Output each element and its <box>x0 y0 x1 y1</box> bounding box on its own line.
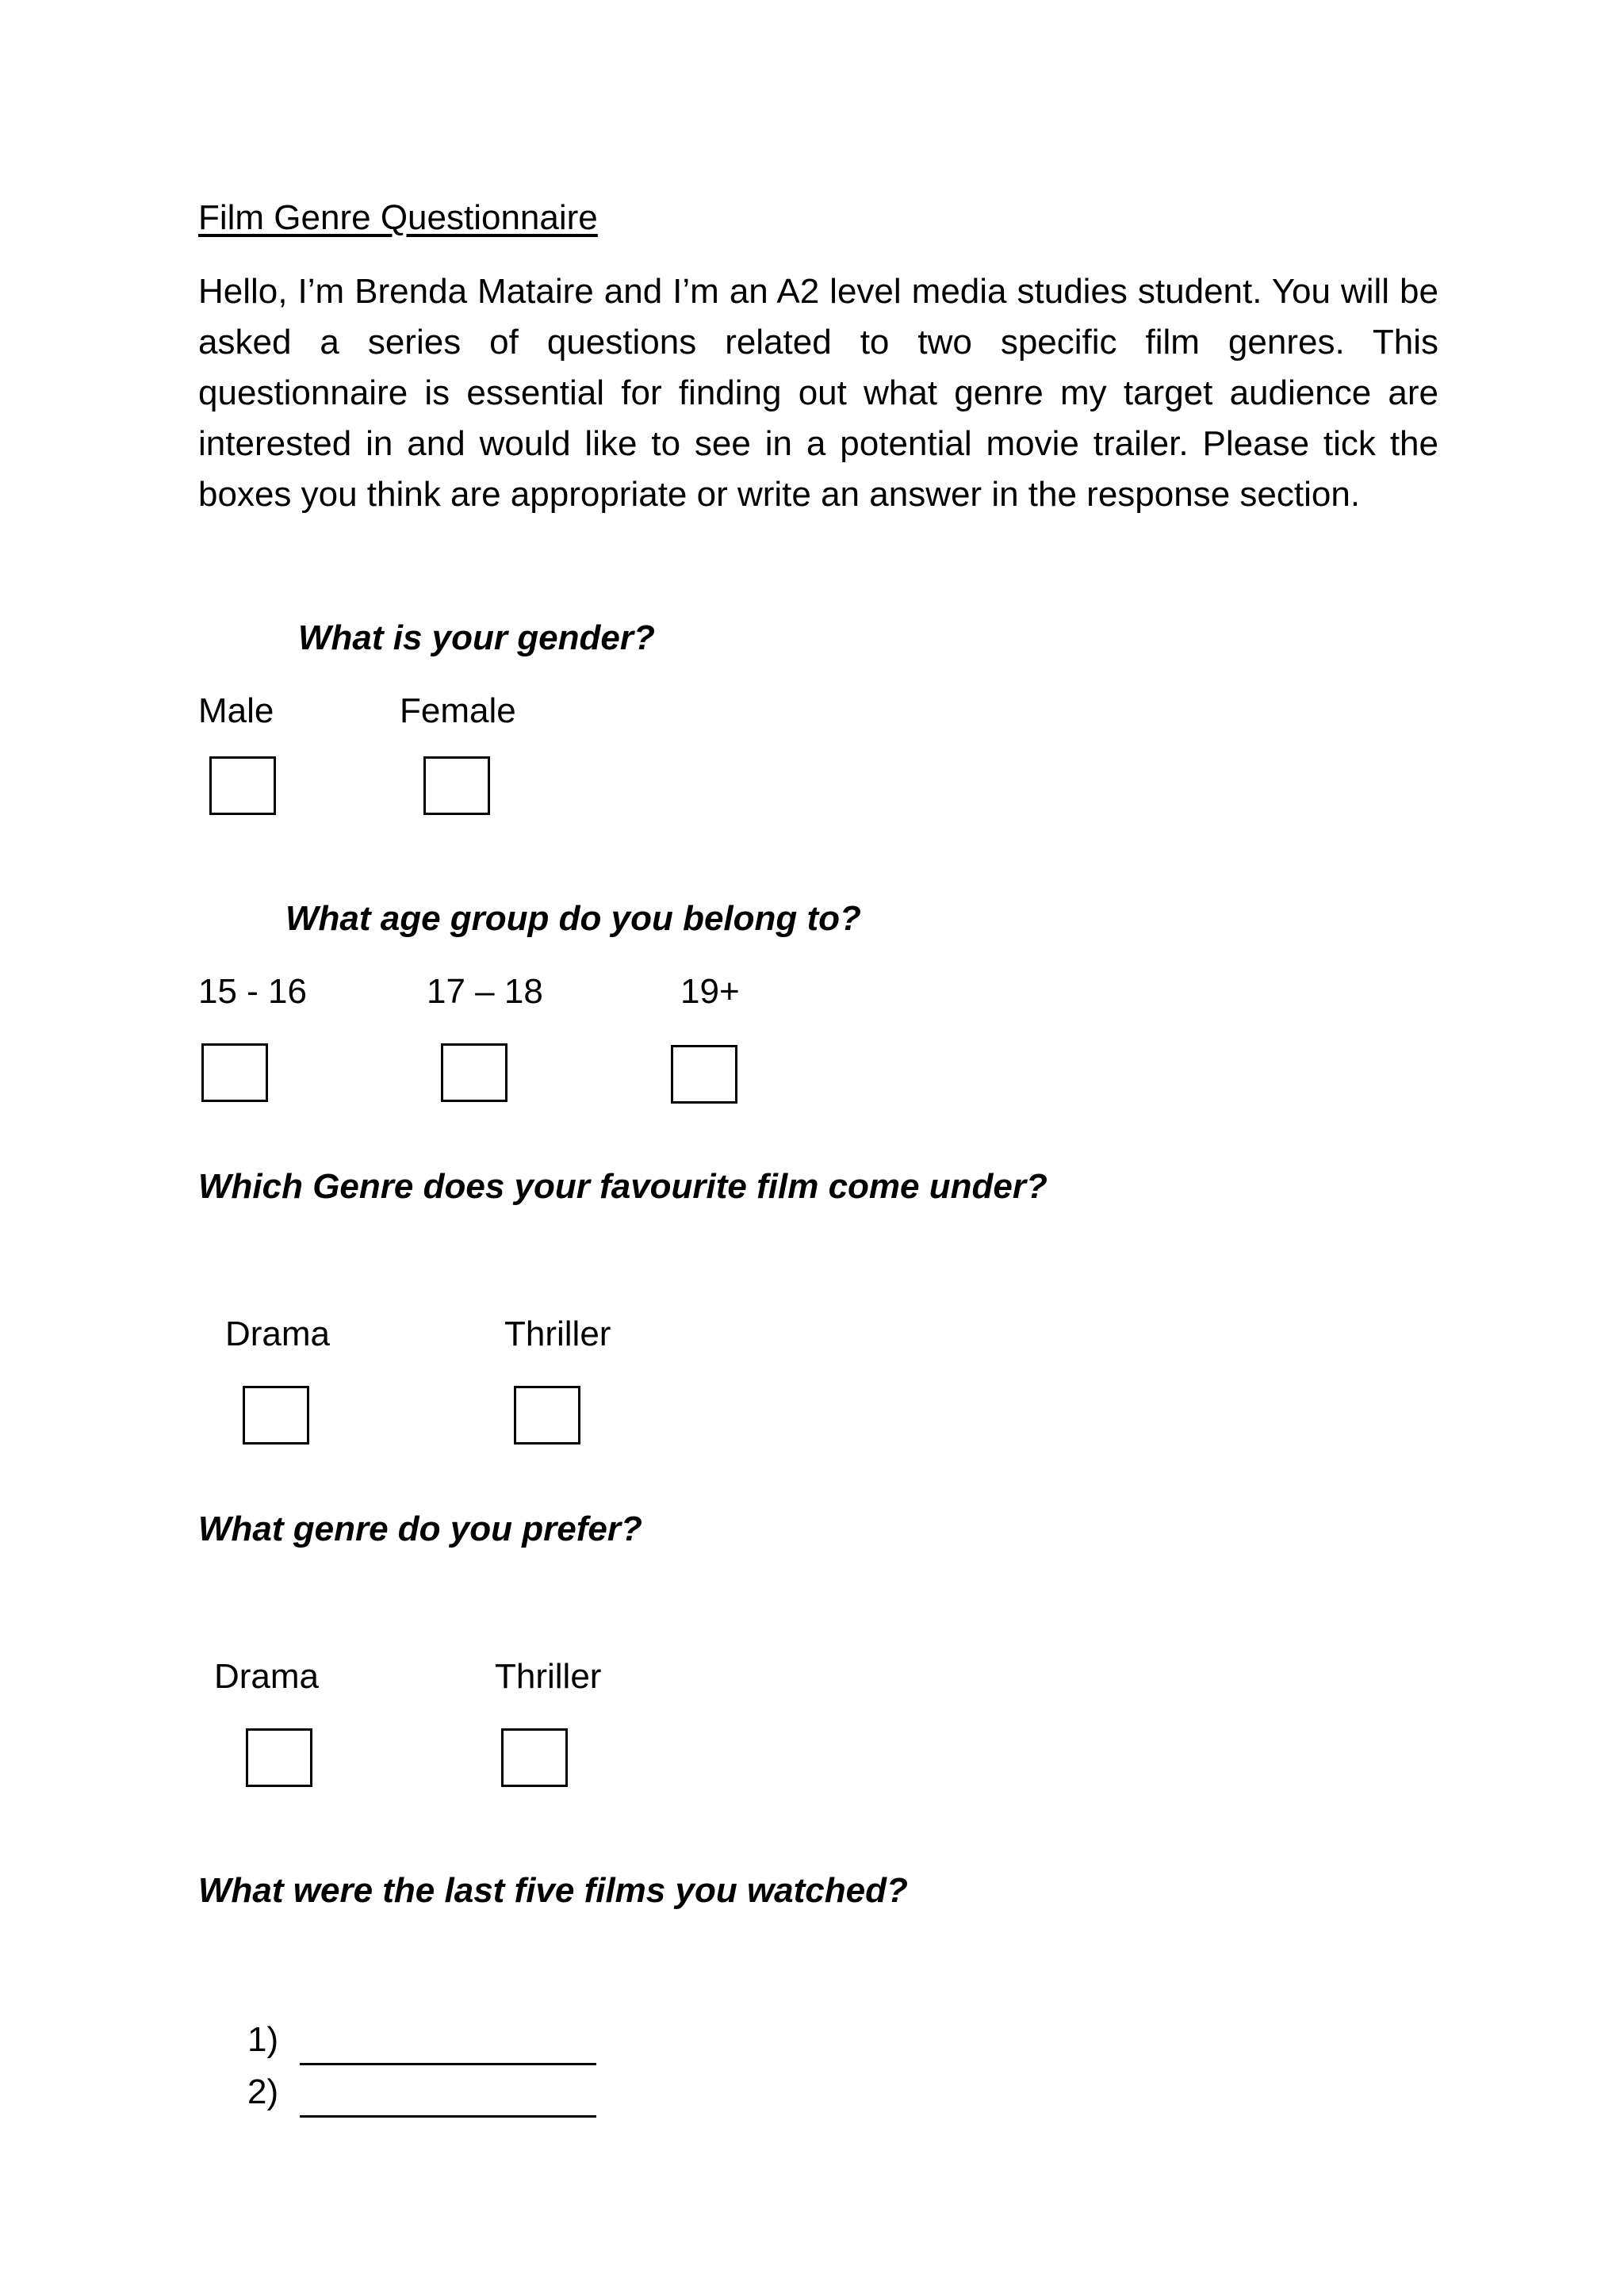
checkbox-preferred-thriller[interactable] <box>501 1728 568 1787</box>
intro-paragraph: Hello, I’m Brenda Mataire and I’m an A2 level media studies student. You will be asked a series of questions related to two specific film genres. This questionnaire is essential for finding out what genre my target audience are interested in and would like to see in a potential movie trailer. Please tick the boxes you think are appropriate or write an answer in the response section. <box>198 272 1438 514</box>
question-last-five-films: What were the last five films you watched? <box>198 1871 908 1910</box>
answer-number-1: 1) <box>247 2020 279 2059</box>
checkbox-19-plus[interactable] <box>671 1045 737 1104</box>
checkbox-15-16[interactable] <box>201 1043 268 1102</box>
question-age-group: What age group do you belong to? <box>285 899 861 938</box>
checkbox-female[interactable] <box>423 756 490 815</box>
option-label-15-16: 15 - 16 <box>198 972 307 1011</box>
checkbox-male[interactable] <box>209 756 276 815</box>
option-label-drama: Drama <box>225 1314 331 1353</box>
checkbox-17-18[interactable] <box>441 1043 508 1102</box>
answer-line-2[interactable] <box>300 2115 596 2118</box>
question-preferred-genre: What genre do you prefer? <box>198 1510 642 1548</box>
option-label-thriller: Thriller <box>504 1314 611 1353</box>
page-title: Film Genre Questionnaire <box>198 198 598 237</box>
option-label-19-plus: 19+ <box>680 972 740 1011</box>
option-label-17-18: 17 – 18 <box>427 972 543 1011</box>
option-label-male: Male <box>198 691 274 730</box>
checkbox-favourite-thriller[interactable] <box>514 1386 580 1445</box>
checkbox-favourite-drama[interactable] <box>243 1386 309 1445</box>
question-favourite-genre: Which Genre does your favourite film come under? <box>198 1167 1048 1206</box>
question-gender: What is your gender? <box>298 618 655 657</box>
answer-line-1[interactable] <box>300 2063 596 2065</box>
option-label-drama: Drama <box>214 1657 320 1696</box>
option-label-female: Female <box>400 691 516 730</box>
answer-number-2: 2) <box>247 2072 279 2111</box>
checkbox-preferred-drama[interactable] <box>246 1728 312 1787</box>
option-label-thriller: Thriller <box>495 1657 602 1696</box>
